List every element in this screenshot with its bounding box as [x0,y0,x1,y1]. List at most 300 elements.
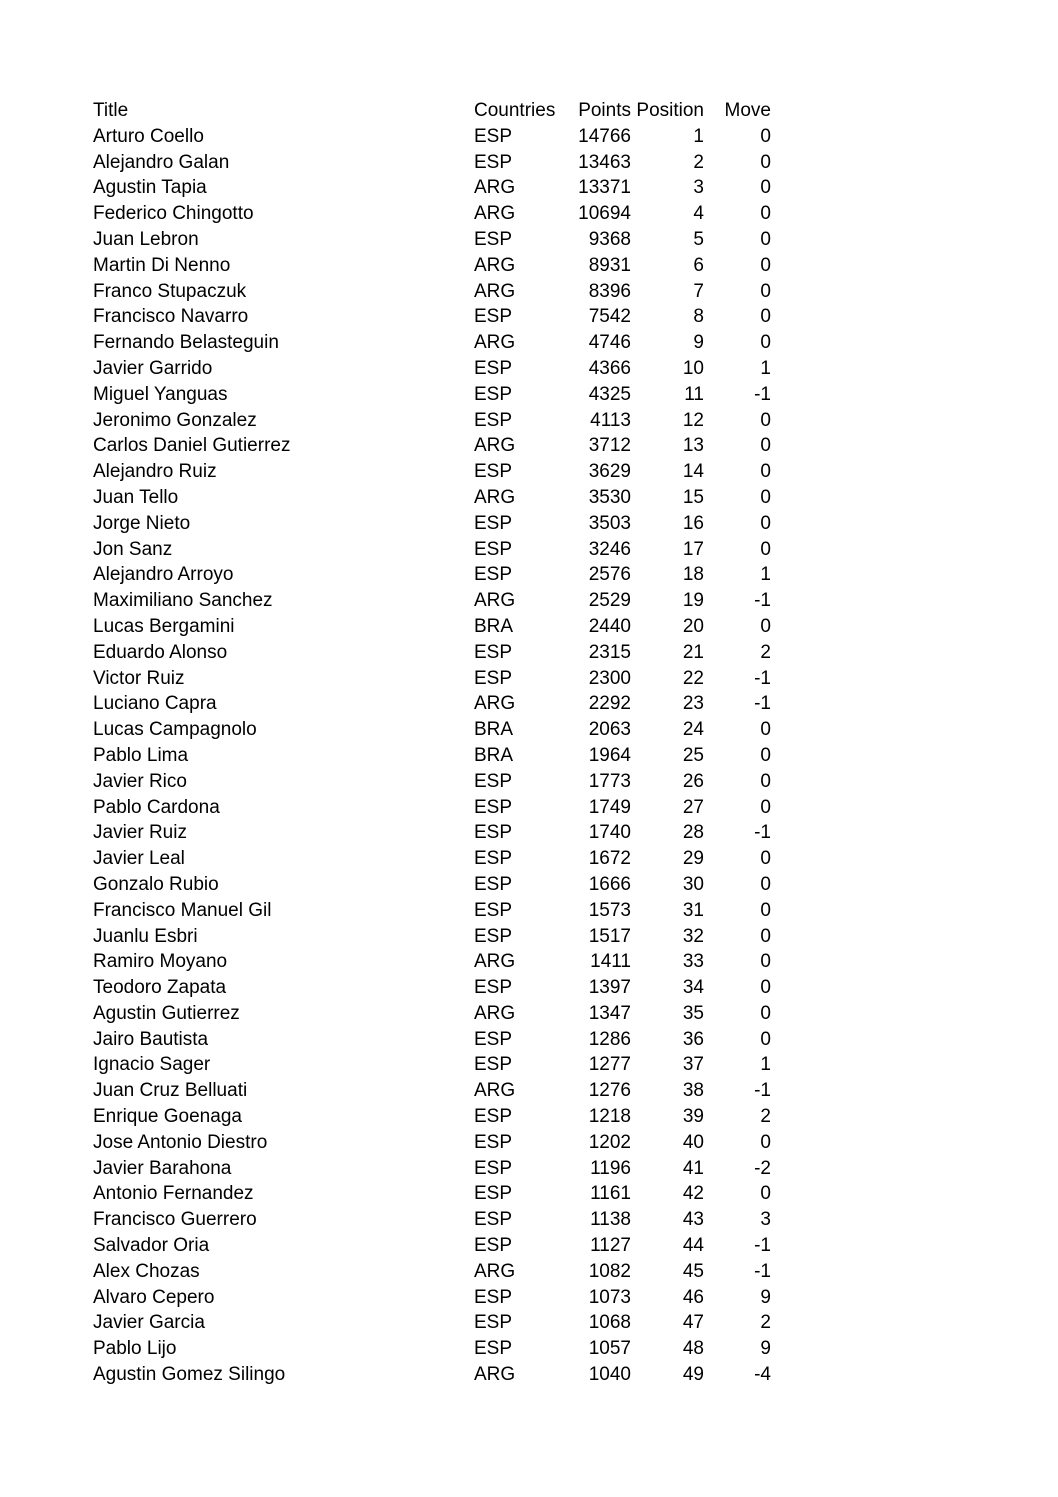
points-cell: 1573 [588,899,631,921]
player-name-cell: Jon Sanz [93,538,173,560]
player-name-cell: Juan Cruz Belluati [93,1080,248,1102]
player-name-cell: Jairo Bautista [93,1028,209,1050]
player-name-cell: Alejandro Arroyo [93,564,234,586]
points-cell: 1218 [588,1106,631,1128]
position-cell: 47 [682,1312,704,1334]
move-cell: 1 [760,564,771,586]
position-cell: 1 [693,125,704,147]
player-name-cell: Maximiliano Sanchez [93,590,273,612]
player-name-cell: Ramiro Moyano [93,951,228,973]
points-cell: 2440 [588,615,631,637]
table-row [93,1285,771,1311]
table-row [93,1104,771,1130]
move-cell: 0 [760,435,771,457]
player-name-cell: Luciano Capra [93,693,217,715]
country-cell: ESP [474,1209,513,1231]
move-cell: 0 [760,177,771,199]
player-name-cell: Lucas Campagnolo [93,719,257,741]
position-cell: 11 [684,383,704,405]
move-cell: 0 [760,1131,771,1153]
points-cell: 1202 [588,1131,631,1153]
move-cell: 0 [760,254,771,276]
position-cell: 44 [682,1235,704,1257]
points-cell: 1964 [588,744,631,766]
player-name-cell: Eduardo Alonso [93,641,228,663]
table-row [93,459,771,485]
points-cell: 2529 [588,590,631,612]
position-cell: 41 [682,1157,704,1179]
table-row [93,691,771,717]
move-cell: 2 [760,1312,771,1334]
move-cell: 0 [760,615,771,637]
move-cell: 0 [760,280,771,302]
player-name-cell: Antonio Fernandez [93,1183,254,1205]
position-cell: 24 [682,719,704,741]
position-cell: 27 [682,796,704,818]
player-name-cell: Agustin Gutierrez [93,1002,240,1024]
country-cell: ARG [474,332,516,354]
points-cell: 1138 [590,1209,631,1231]
move-cell: 1 [760,357,771,379]
position-cell: 30 [682,873,704,895]
country-cell: ESP [474,1106,513,1128]
country-cell: ESP [474,512,513,534]
table-row [93,743,771,769]
country-cell: ESP [474,822,513,844]
player-name-cell: Francisco Manuel Gil [93,899,272,921]
country-cell: ESP [474,641,513,663]
points-cell: 3712 [588,435,631,457]
country-cell: ESP [474,1338,513,1360]
player-name-cell: Javier Barahona [93,1157,232,1179]
position-cell: 22 [682,667,704,689]
country-cell: ARG [474,203,516,225]
position-cell: 2 [693,151,704,173]
player-name-cell: Francisco Guerrero [93,1209,257,1231]
country-cell: ESP [474,306,513,328]
country-cell: ESP [474,1312,513,1334]
player-name-cell: Arturo Coello [93,125,204,147]
table-row [93,562,771,588]
points-cell: 14766 [578,125,631,147]
points-cell: 1082 [588,1260,631,1282]
points-cell: 1276 [588,1080,631,1102]
position-cell: 38 [682,1080,704,1102]
player-name-cell: Pablo Lima [93,744,189,766]
points-cell: 1397 [588,977,631,999]
move-cell: 0 [760,125,771,147]
move-cell: -1 [754,693,771,715]
table-row [93,382,771,408]
table-row [93,356,771,382]
country-cell: BRA [474,615,514,637]
table-row [93,1181,771,1207]
position-cell: 7 [693,280,704,302]
points-cell: 1411 [590,951,631,973]
country-cell: ESP [474,925,513,947]
points-cell: 1040 [588,1364,631,1386]
move-cell: 0 [760,899,771,921]
move-cell: -1 [754,1080,771,1102]
country-cell: ESP [474,1157,513,1179]
table-row [93,872,771,898]
player-name-cell: Alejandro Ruiz [93,461,217,483]
country-cell: ESP [474,1131,513,1153]
country-cell: ESP [474,357,513,379]
points-cell: 3629 [588,461,631,483]
player-name-cell: Juan Tello [93,486,179,508]
points-cell: 9368 [588,228,631,250]
move-cell: -1 [754,1235,771,1257]
country-cell: ESP [474,770,513,792]
country-cell: ESP [474,383,513,405]
country-cell: ARG [474,590,516,612]
table-row [93,408,771,434]
column-header-points: Points [578,100,631,121]
country-cell: ESP [474,899,513,921]
position-cell: 10 [682,357,704,379]
country-cell: ARG [474,1002,516,1024]
table-row [93,330,771,356]
move-cell: 0 [760,409,771,431]
country-cell: ESP [474,1235,513,1257]
table-row [93,1001,771,1027]
table-row [93,717,771,743]
table-row [93,511,771,537]
country-cell: ARG [474,1080,516,1102]
player-name-cell: Victor Ruiz [93,667,185,689]
player-name-cell: Carlos Daniel Gutierrez [93,435,291,457]
move-cell: 0 [760,1028,771,1050]
player-name-cell: Salvador Oria [93,1235,210,1257]
position-cell: 42 [682,1183,704,1205]
position-cell: 9 [693,332,704,354]
move-cell: 0 [760,332,771,354]
country-cell: ESP [474,796,513,818]
move-cell: -4 [754,1364,771,1386]
country-cell: ESP [474,848,513,870]
move-cell: -2 [754,1157,771,1179]
table-row [93,588,771,614]
table-row [93,485,771,511]
player-name-cell: Miguel Yanguas [93,383,228,405]
player-name-cell: Javier Rico [93,770,187,792]
player-name-cell: Alvaro Cepero [93,1286,215,1308]
position-cell: 48 [682,1338,704,1360]
move-cell: 0 [760,770,771,792]
move-cell: 9 [760,1338,771,1360]
position-cell: 21 [682,641,704,663]
country-cell: ESP [474,538,513,560]
country-cell: ESP [474,1028,513,1050]
table-row [93,124,771,150]
country-cell: ARG [474,693,516,715]
table-row [93,1336,771,1362]
player-name-cell: Martin Di Nenno [93,254,231,276]
move-cell: 1 [760,1054,771,1076]
column-header-move: Move [724,100,771,121]
table-row [93,1207,771,1233]
position-cell: 5 [693,228,704,250]
table-row [93,975,771,1001]
position-cell: 40 [682,1131,704,1153]
move-cell: 0 [760,306,771,328]
table-row [93,1078,771,1104]
table-row [93,227,771,253]
move-cell: 9 [760,1286,771,1308]
table-row [93,769,771,795]
position-cell: 34 [682,977,704,999]
points-cell: 7542 [588,306,631,328]
player-name-cell: Pablo Cardona [93,796,220,818]
move-cell: -1 [754,1260,771,1282]
position-cell: 31 [682,899,704,921]
move-cell: 0 [760,203,771,225]
player-name-cell: Javier Garcia [93,1312,205,1334]
position-cell: 37 [682,1054,704,1076]
table-row [93,846,771,872]
position-cell: 3 [693,177,704,199]
table-row [93,1130,771,1156]
points-cell: 3246 [588,538,631,560]
country-cell: ESP [474,125,513,147]
move-cell: -1 [754,667,771,689]
player-name-cell: Alex Chozas [93,1260,200,1282]
table-row [93,1027,771,1053]
country-cell: BRA [474,744,514,766]
points-cell: 4325 [588,383,631,405]
table-row [93,820,771,846]
points-cell: 1286 [588,1028,631,1050]
points-cell: 4746 [588,332,631,354]
player-name-cell: Teodoro Zapata [93,977,227,999]
move-cell: 0 [760,461,771,483]
position-cell: 36 [682,1028,704,1050]
move-cell: -1 [754,822,771,844]
position-cell: 13 [682,435,704,457]
position-cell: 35 [682,1002,704,1024]
points-cell: 2292 [588,693,631,715]
table-row [93,614,771,640]
country-cell: ARG [474,435,516,457]
player-name-cell: Agustin Gomez Silingo [93,1364,286,1386]
move-cell: 0 [760,796,771,818]
move-cell: 0 [760,951,771,973]
position-cell: 19 [682,590,704,612]
player-name-cell: Javier Garrido [93,357,213,379]
points-cell: 1773 [588,770,631,792]
points-cell: 3503 [588,512,631,534]
table-row [93,1052,771,1078]
country-cell: ARG [474,1364,516,1386]
move-cell: 0 [760,977,771,999]
country-cell: ESP [474,461,513,483]
country-cell: ARG [474,951,516,973]
player-name-cell: Ignacio Sager [93,1054,211,1076]
country-cell: ESP [474,1286,513,1308]
position-cell: 45 [682,1260,704,1282]
move-cell: -1 [754,590,771,612]
position-cell: 8 [693,306,704,328]
table-row [93,924,771,950]
table-row [93,150,771,176]
player-name-cell: Federico Chingotto [93,203,254,225]
points-cell: 13371 [578,177,631,199]
country-cell: ESP [474,977,513,999]
points-cell: 1749 [588,796,631,818]
move-cell: 0 [760,925,771,947]
position-cell: 16 [682,512,704,534]
move-cell: 0 [760,1183,771,1205]
rankings-table [93,98,771,1388]
move-cell: 2 [760,641,771,663]
position-cell: 39 [682,1106,704,1128]
table-row [93,279,771,305]
country-cell: ARG [474,177,516,199]
table-row [93,1156,771,1182]
table-row [93,949,771,975]
points-cell: 1672 [588,848,631,870]
player-name-cell: Pablo Lijo [93,1338,177,1360]
player-name-cell: Jose Antonio Diestro [93,1131,268,1153]
move-cell: 0 [760,512,771,534]
table-row [93,253,771,279]
points-cell: 2063 [588,719,631,741]
points-cell: 1740 [588,822,631,844]
points-cell: 13463 [578,151,631,173]
points-cell: 1347 [588,1002,631,1024]
move-cell: 0 [760,719,771,741]
points-cell: 1666 [588,873,631,895]
position-cell: 26 [682,770,704,792]
position-cell: 17 [682,538,704,560]
table-row [93,1233,771,1259]
points-cell: 4366 [588,357,631,379]
table-row [93,175,771,201]
points-cell: 8396 [588,280,631,302]
move-cell: 0 [760,1002,771,1024]
move-cell: 0 [760,848,771,870]
player-name-cell: Agustin Tapia [93,177,207,199]
player-name-cell: Juanlu Esbri [93,925,198,947]
move-cell: 0 [760,873,771,895]
position-cell: 25 [682,744,704,766]
player-name-cell: Fernando Belasteguin [93,332,279,354]
table-row [93,1310,771,1336]
player-name-cell: Lucas Bergamini [93,615,235,637]
player-name-cell: Franco Stupaczuk [93,280,247,302]
player-name-cell: Jorge Nieto [93,512,191,534]
table-row [93,795,771,821]
table-row [93,640,771,666]
points-cell: 3530 [588,486,631,508]
column-header-countries: Countries [474,100,556,121]
points-cell: 2300 [588,667,631,689]
position-cell: 28 [682,822,704,844]
player-name-cell: Gonzalo Rubio [93,873,219,895]
table-row [93,898,771,924]
points-cell: 10694 [578,203,631,225]
points-cell: 1196 [590,1157,631,1179]
points-cell: 8931 [588,254,631,276]
country-cell: ESP [474,151,513,173]
country-cell: ARG [474,486,516,508]
move-cell: 0 [760,486,771,508]
position-cell: 15 [682,486,704,508]
player-name-cell: Javier Ruiz [93,822,187,844]
table-row [93,666,771,692]
points-cell: 1517 [588,925,631,947]
table-row [93,1362,771,1388]
table-row [93,537,771,563]
points-cell: 1073 [588,1286,631,1308]
position-cell: 32 [682,925,704,947]
position-cell: 6 [693,254,704,276]
position-cell: 12 [682,409,704,431]
move-cell: 0 [760,228,771,250]
country-cell: ESP [474,1054,513,1076]
column-header-title: Title [93,100,129,121]
table-row [93,1259,771,1285]
column-header-position: Position [636,100,704,121]
table-row [93,304,771,330]
points-cell: 2576 [588,564,631,586]
move-cell: 3 [760,1209,771,1231]
position-cell: 20 [682,615,704,637]
table-row [93,433,771,459]
country-cell: ESP [474,1183,513,1205]
position-cell: 33 [682,951,704,973]
country-cell: ARG [474,1260,516,1282]
country-cell: ESP [474,873,513,895]
move-cell: 0 [760,538,771,560]
player-name-cell: Enrique Goenaga [93,1106,242,1128]
points-cell: 1277 [588,1054,631,1076]
position-cell: 49 [682,1364,704,1386]
country-cell: ARG [474,280,516,302]
position-cell: 29 [682,848,704,870]
position-cell: 43 [682,1209,704,1231]
move-cell: 0 [760,151,771,173]
move-cell: 2 [760,1106,771,1128]
points-cell: 1068 [588,1312,631,1334]
country-cell: ARG [474,254,516,276]
points-cell: 1057 [588,1338,631,1360]
player-name-cell: Alejandro Galan [93,151,230,173]
move-cell: 0 [760,744,771,766]
country-cell: ESP [474,409,513,431]
country-cell: ESP [474,564,513,586]
points-cell: 2315 [588,641,631,663]
player-name-cell: Juan Lebron [93,228,199,250]
position-cell: 46 [682,1286,704,1308]
player-name-cell: Javier Leal [93,848,185,870]
position-cell: 18 [682,564,704,586]
points-cell: 4113 [590,409,631,431]
move-cell: -1 [754,383,771,405]
points-cell: 1127 [590,1235,631,1257]
player-name-cell: Francisco Navarro [93,306,249,328]
country-cell: ESP [474,228,513,250]
position-cell: 4 [693,203,704,225]
player-name-cell: Jeronimo Gonzalez [93,409,257,431]
points-cell: 1161 [590,1183,631,1205]
table-row [93,201,771,227]
country-cell: ESP [474,667,513,689]
position-cell: 14 [682,461,704,483]
position-cell: 23 [682,693,704,715]
country-cell: BRA [474,719,514,741]
